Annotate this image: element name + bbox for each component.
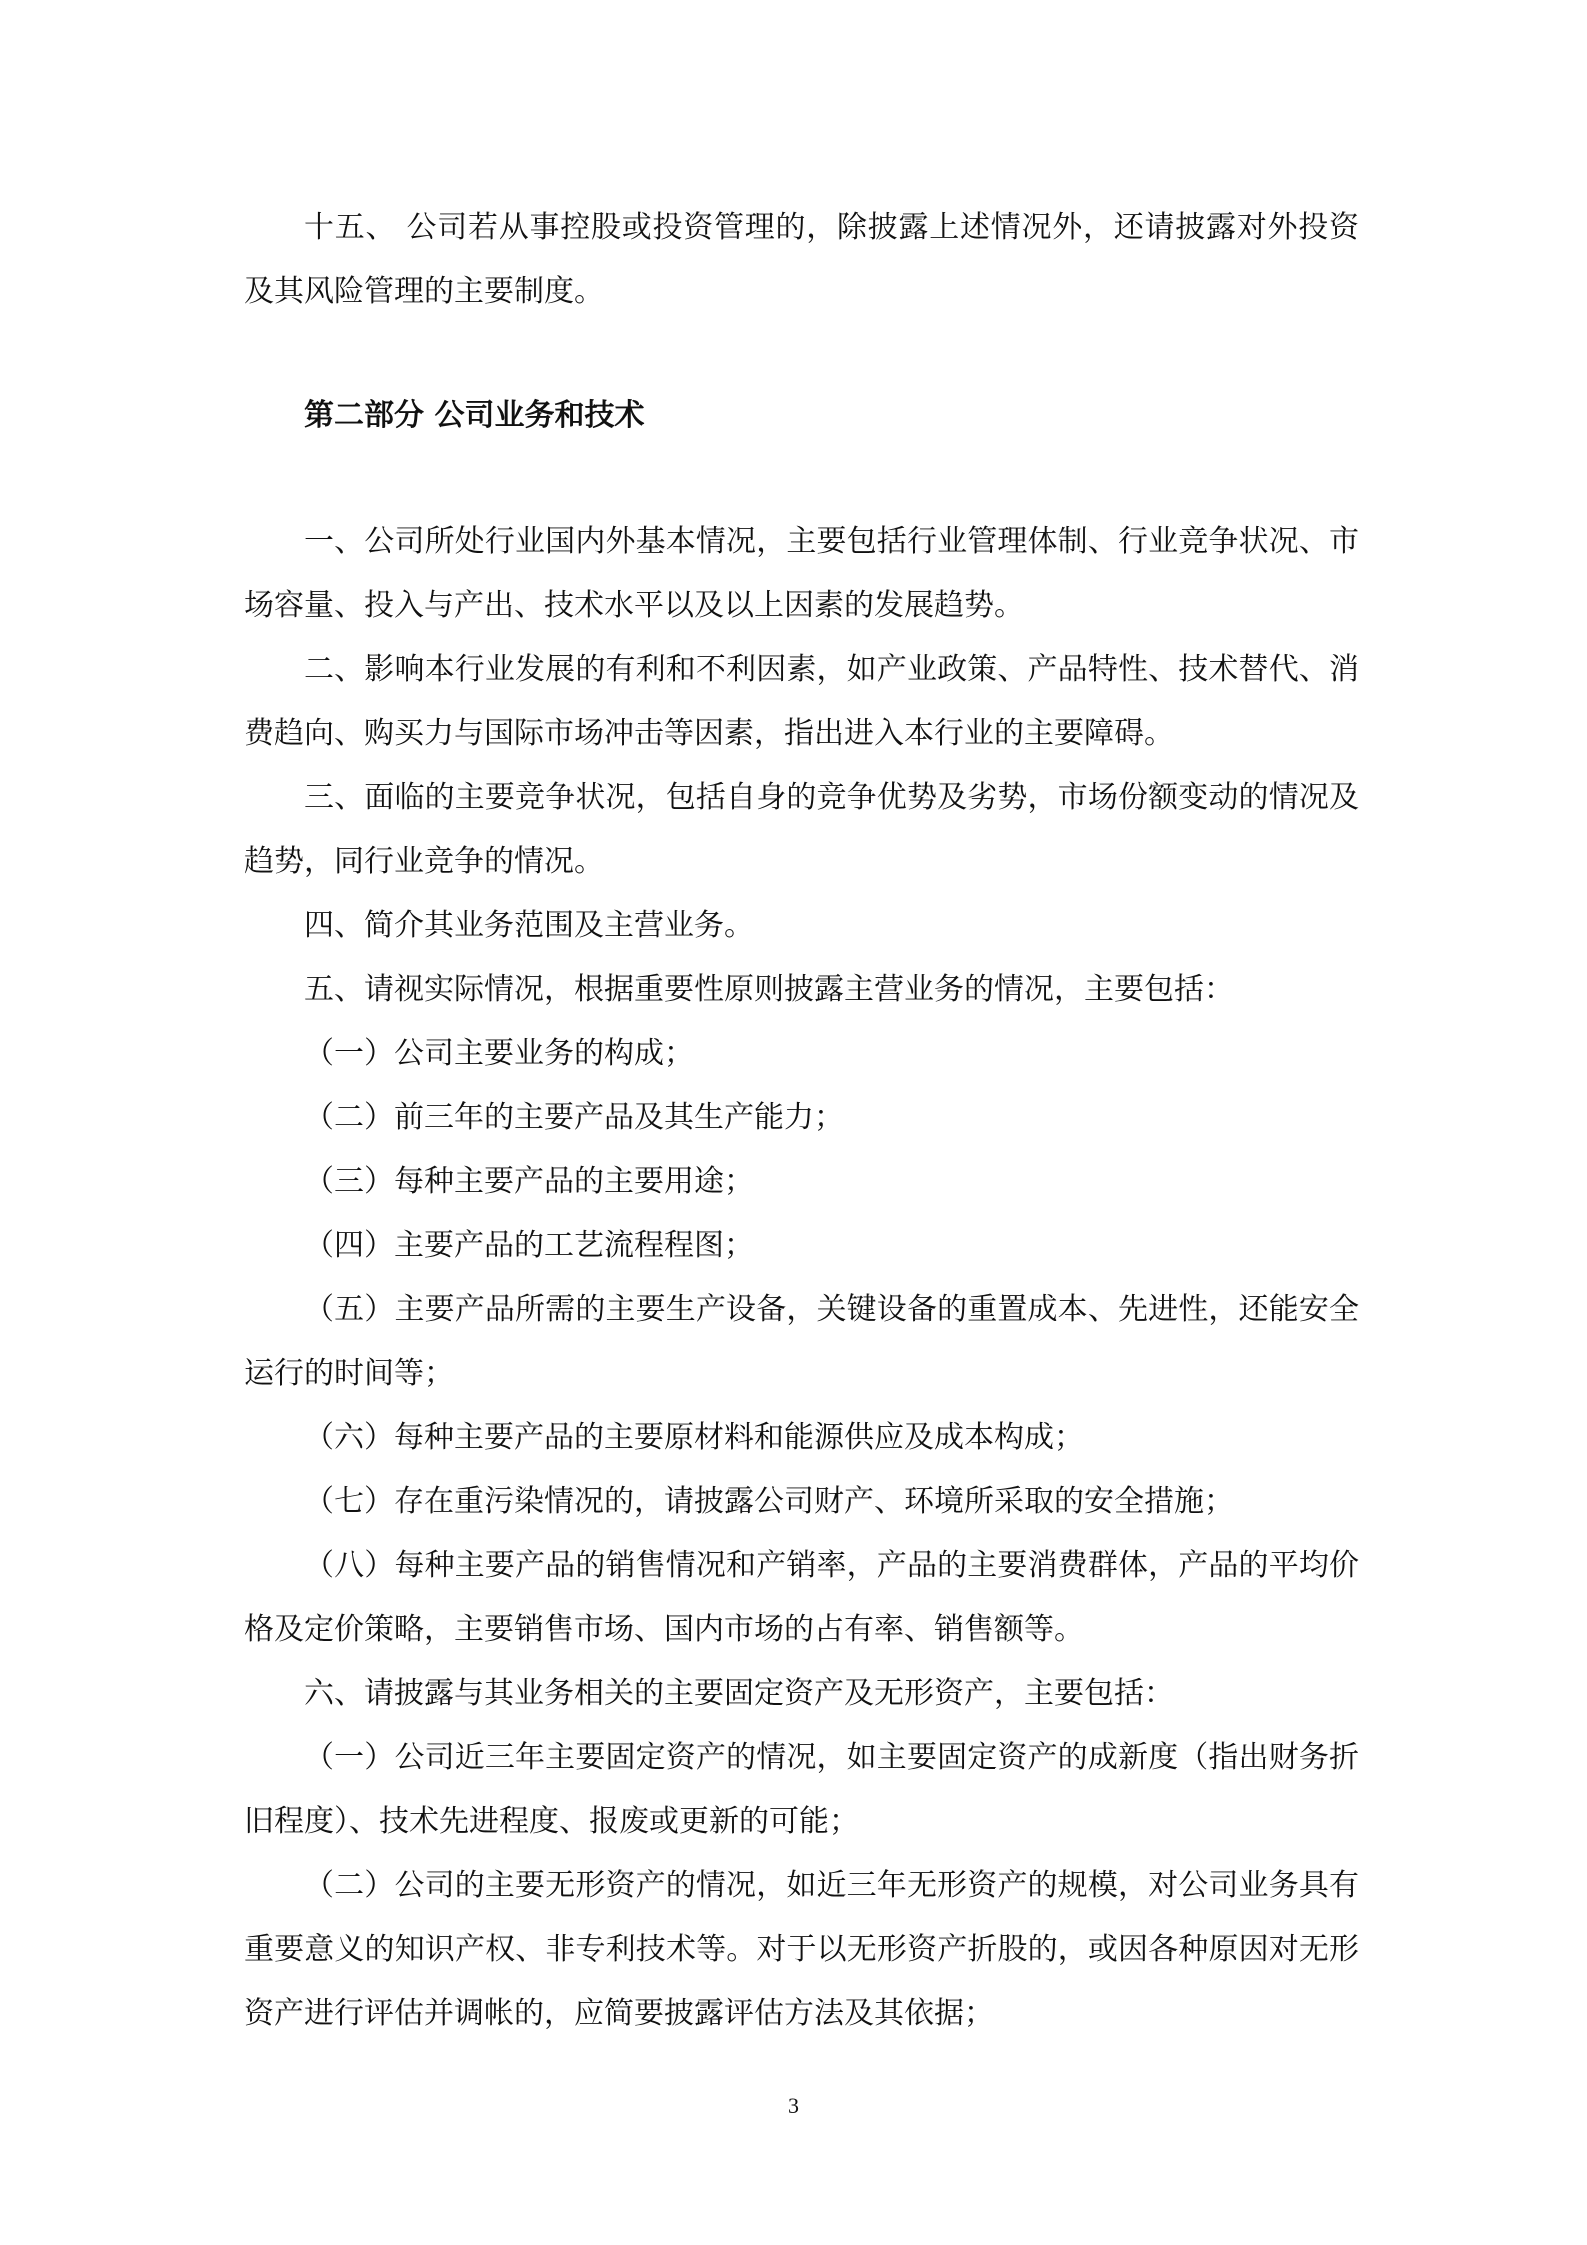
paragraph-15: 十五、 公司若从事控股或投资管理的，除披露上述情况外，还请披露对外投资及其风险管理的主要制度。: [244, 210, 1359, 309]
part-two-heading: 第二部分 公司业务和技术: [304, 398, 645, 433]
page-body: [244, 196, 1359, 2046]
paragraph-4: 四、简介其业务范围及主营业务。: [304, 908, 754, 943]
paragraph-5-item-4: （四）主要产品的工艺流程程图；: [304, 1228, 754, 1263]
paragraph-3: 三、面临的主要竞争状况，包括自身的竞争优势及劣势，市场份额变动的情况及趋势，同行业竞争的情况。: [244, 780, 1359, 879]
paragraph-5-item-7: （七）存在重污染情况的，请披露公司财产、环境所采取的安全措施；: [304, 1484, 1234, 1519]
paragraph-5-item-2: （二）前三年的主要产品及其生产能力；: [304, 1100, 844, 1135]
paragraph-5-item-6: （六）每种主要产品的主要原材料和能源供应及成本构成；: [304, 1420, 1084, 1455]
paragraph-5-item-8: （八）每种主要产品的销售情况和产销率，产品的主要消费群体，产品的平均价格及定价策略，主要销售市场、国内市场的占有率、销售额等。: [244, 1548, 1359, 1647]
paragraph-2: 二、影响本行业发展的有利和不利因素，如产业政策、产品特性、技术替代、消费趋向、购买力与国际市场冲击等因素，指出进入本行业的主要障碍。: [244, 652, 1359, 751]
paragraph-6: 六、请披露与其业务相关的主要固定资产及无形资产，主要包括：: [304, 1676, 1174, 1711]
paragraph-5-item-5: （五）主要产品所需的主要生产设备，关键设备的重置成本、先进性，还能安全运行的时间等；: [244, 1292, 1359, 1391]
paragraph-1: 一、公司所处行业国内外基本情况，主要包括行业管理体制、行业竞争状况、市场容量、投入与产出、技术水平以及以上因素的发展趋势。: [244, 524, 1359, 623]
page-number: 3: [788, 2093, 799, 2118]
paragraph-5-item-1: （一）公司主要业务的构成；: [304, 1036, 694, 1071]
paragraph-5: 五、请视实际情况，根据重要性原则披露主营业务的情况，主要包括：: [304, 972, 1234, 1007]
paragraph-6-item-2: （二）公司的主要无形资产的情况，如近三年无形资产的规模，对公司业务具有重要意义的知识产权、非专利技术等。对于以无形资产折股的，或因各种原因对无形资产进行评估并调帐的，应简要披露评估方法及其依据；: [244, 1868, 1359, 2031]
paragraph-5-item-3: （三）每种主要产品的主要用途；: [304, 1164, 754, 1199]
paragraph-6-item-1: （一）公司近三年主要固定资产的情况，如主要固定资产的成新度（指出财务折旧程度）、技术先进程度、报废或更新的可能；: [244, 1740, 1359, 1839]
